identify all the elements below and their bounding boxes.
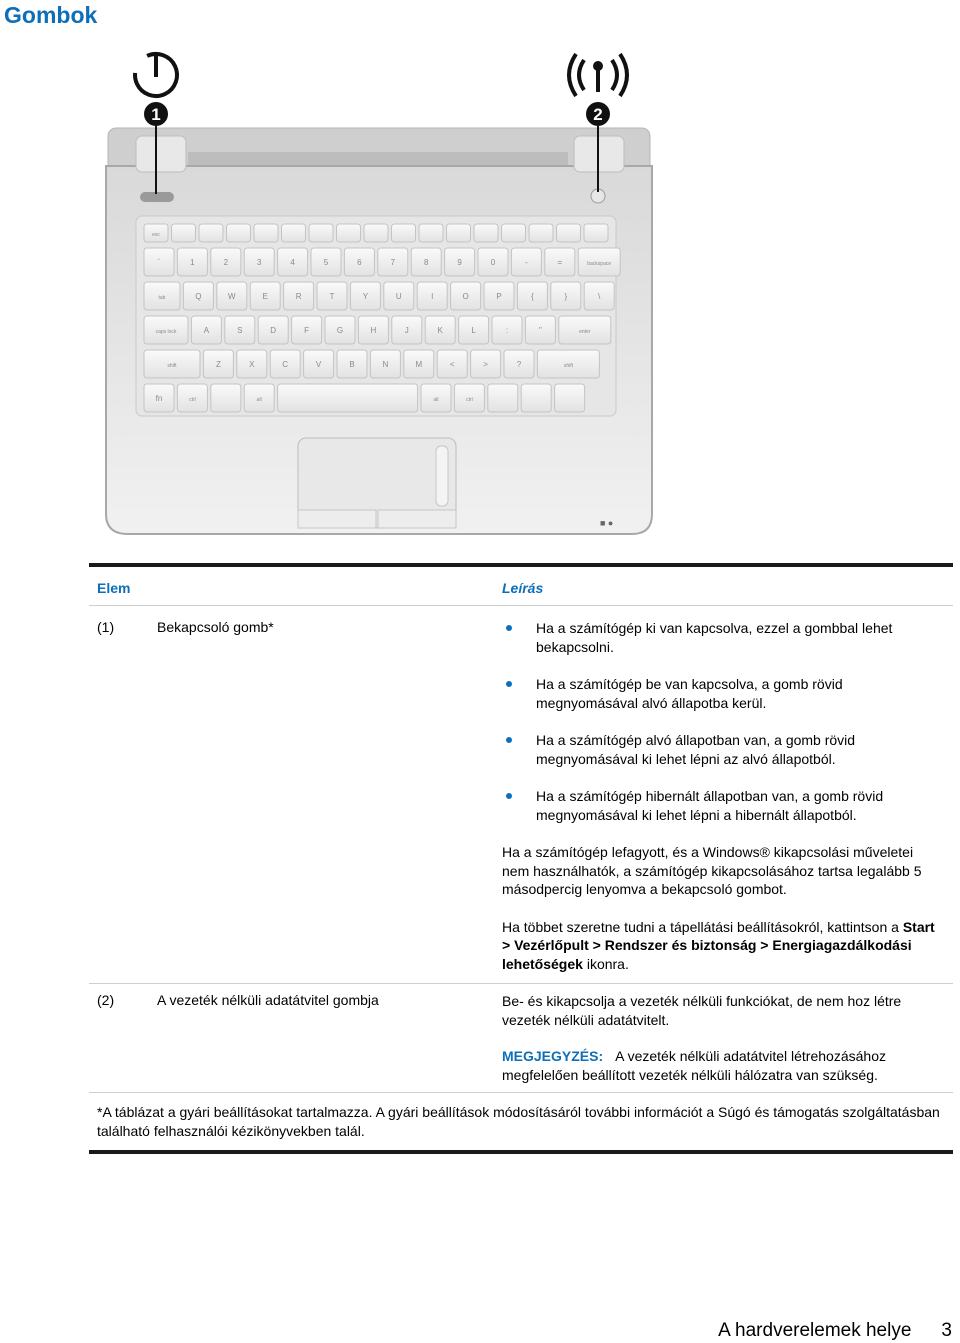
- bullet-text: Ha a számítógép be van kapcsolva, a gomb rövid megnyomásával alvó állapotba kerül.: [536, 676, 843, 711]
- key-label: ": [538, 326, 542, 335]
- key-label: 4: [290, 258, 295, 267]
- keyboard-key: [474, 224, 498, 242]
- key-label: 1: [190, 258, 195, 267]
- page-footer: [718, 1320, 952, 1342]
- header-desc: Leírás: [502, 580, 544, 596]
- key-label: alt: [433, 397, 439, 403]
- bullet-list: [502, 619, 942, 824]
- page-number: 3: [941, 1320, 952, 1341]
- table-footnote: *A táblázat a gyári beállításokat tartalmazza. A gyári beállítások módosításáról további információt a Súgó és támogatás szolgáltatásban található felhasználói kézikönyvekben talál.: [97, 1104, 940, 1139]
- list-item: [502, 731, 942, 768]
- key-label: :: [505, 326, 509, 335]
- key-label: \: [598, 292, 601, 301]
- key-label: backspace: [587, 261, 612, 267]
- note: [502, 1047, 942, 1084]
- bullet-icon: [506, 681, 512, 687]
- key-label: P: [496, 292, 502, 301]
- key-label: F: [304, 326, 310, 335]
- row-name: Bekapcsoló gomb*: [157, 619, 274, 635]
- key-label: 8: [423, 258, 429, 267]
- keyboard-key: [555, 384, 585, 412]
- table-bottom-rule: [89, 1150, 953, 1154]
- keyboard-key: [278, 384, 418, 412]
- key-label: 3: [256, 258, 262, 267]
- header-item: Elem: [97, 580, 131, 596]
- bullet-icon: [506, 793, 512, 799]
- bullet-text: Ha a számítógép alvó állapotban van, a gomb rövid megnyomásával ki lehet lépni az alvó állapotból.: [536, 732, 856, 767]
- bullet-icon: [506, 625, 512, 631]
- key-label: N: [382, 360, 389, 369]
- key-label: E: [262, 292, 268, 301]
- key-label: G: [336, 326, 344, 335]
- control-panel-path: Start > Vezérlőpult > Rendszer és biztonság > Energiagazdálkodási lehetőségek: [502, 918, 935, 972]
- key-label: 9: [457, 258, 462, 267]
- key-label: enter: [579, 329, 591, 335]
- keyboard-key: [488, 384, 518, 412]
- chapter-title: A hardverelemek helye: [718, 1320, 912, 1341]
- key-label: V: [315, 360, 322, 369]
- key-label: Q: [195, 292, 202, 301]
- wireless-description: Be- és kikapcsolja a vezeték nélküli funkciókat, de nem hoz létre vezeték nélküli adatátvitelt.: [502, 993, 902, 1028]
- key-label: `: [157, 258, 161, 267]
- row-number: (1): [97, 619, 115, 635]
- key-label: ctrl: [466, 397, 473, 403]
- bullet-text: Ha a számítógép hibernált állapotban van, a gomb rövid megnyomásával ki lehet lépni a hibernált állapotból.: [536, 788, 884, 823]
- row-description: [502, 619, 942, 973]
- key-label: caps lock: [155, 329, 177, 335]
- key-label: >: [483, 360, 488, 369]
- key-label: I: [431, 292, 434, 301]
- table-row: [89, 984, 953, 1084]
- key-label: A: [203, 326, 210, 335]
- keyboard-key: [254, 224, 278, 242]
- keyboard-key: [502, 224, 526, 242]
- row-name: A vezeték nélküli adatátvitel gombja: [157, 992, 379, 1008]
- key-label: M: [415, 360, 423, 369]
- table-header: [89, 567, 953, 605]
- paragraph-power-settings: [502, 918, 942, 974]
- table-row: [89, 606, 953, 973]
- list-item: [502, 675, 942, 712]
- keyboard-key: [337, 224, 361, 242]
- power-icon: [128, 47, 184, 103]
- svg-text:■ ●: ■ ●: [600, 518, 614, 528]
- key-label: X: [249, 360, 255, 369]
- paragraph-freeze: Ha a számítógép lefagyott, és a Windows® kikapcsolási műveletei nem használhatók, a számítógép kikapcsolásához tartsa legalább 5 másodpercig lenyomva a bekapcsoló gombot.: [502, 844, 922, 897]
- bullet-text: Ha a számítógép ki van kapcsolva, ezzel a gombbal lehet bekapcsolni.: [536, 620, 893, 655]
- laptop-keyboard-figure: [100, 44, 660, 544]
- key-label: L: [471, 326, 476, 335]
- key-label: R: [295, 292, 302, 301]
- keyboard-key: [521, 384, 551, 412]
- key-label: tab: [158, 295, 166, 301]
- callout-1: 1: [151, 105, 161, 124]
- keyboard-key: [199, 224, 223, 242]
- keyboard-key: [364, 224, 388, 242]
- keyboard-key: [529, 224, 553, 242]
- key-label: 7: [390, 258, 396, 267]
- paragraph-prefix: Ha többet szeretne tudni a tápellátási beállításokról, kattintson a: [502, 918, 903, 935]
- key-label: T: [329, 292, 335, 301]
- key-label: alt: [256, 397, 262, 403]
- wireless-icon: [569, 54, 627, 96]
- key-label: -: [525, 258, 528, 267]
- buttons-table: [89, 563, 953, 1154]
- list-item: [502, 787, 942, 824]
- key-label: esc: [152, 232, 160, 238]
- bullet-icon: [506, 737, 512, 743]
- key-label: 0: [490, 258, 496, 267]
- key-label: H: [370, 326, 377, 335]
- list-item: [502, 619, 942, 656]
- row-description: [502, 992, 942, 1084]
- section-title: Gombok: [4, 2, 98, 28]
- key-label: }: [564, 292, 568, 301]
- key-label: shift: [563, 363, 573, 369]
- key-label: ctrl: [189, 397, 196, 403]
- keyboard-key: [584, 224, 608, 242]
- key-label: ?: [516, 360, 522, 369]
- note-label: MEGJEGYZÉS:: [502, 1048, 604, 1064]
- key-label: D: [270, 326, 277, 335]
- key-label: 6: [357, 258, 362, 267]
- key-label: shift: [167, 363, 177, 369]
- key-label: J: [404, 326, 409, 335]
- key-label: B: [349, 360, 355, 369]
- keyboard-key: [447, 224, 471, 242]
- key-label: =: [557, 258, 563, 267]
- row-number: (2): [97, 992, 115, 1008]
- key-label: 5: [323, 258, 329, 267]
- key-label: Y: [362, 292, 369, 301]
- note-text: A vezeték nélküli adatátvitel létrehozásához megfelelően beállított vezeték nélküli hálózatra van szükség.: [502, 1048, 886, 1083]
- callout-2: 2: [593, 105, 603, 124]
- keyboard-key: [309, 224, 333, 242]
- keyboard-key: [557, 224, 581, 242]
- paragraph-suffix: ikonra.: [582, 955, 629, 972]
- key-label: {: [531, 292, 534, 301]
- key-label: S: [237, 326, 243, 335]
- keyboard-key: [172, 224, 196, 242]
- keyboard-key: [392, 224, 416, 242]
- key-label: U: [395, 292, 402, 301]
- key-label: <: [449, 360, 455, 369]
- key-label: fn: [155, 394, 163, 403]
- key-label: Z: [215, 360, 221, 369]
- keyboard-key: [227, 224, 251, 242]
- key-label: O: [462, 292, 469, 301]
- keyboard-key: [282, 224, 306, 242]
- key-label: W: [228, 292, 236, 301]
- keyboard-key: [419, 224, 443, 242]
- key-label: 2: [223, 258, 229, 267]
- keyboard-keys: [144, 224, 620, 412]
- key-label: K: [437, 326, 443, 335]
- keyboard-key: [211, 384, 241, 412]
- key-label: C: [282, 360, 289, 369]
